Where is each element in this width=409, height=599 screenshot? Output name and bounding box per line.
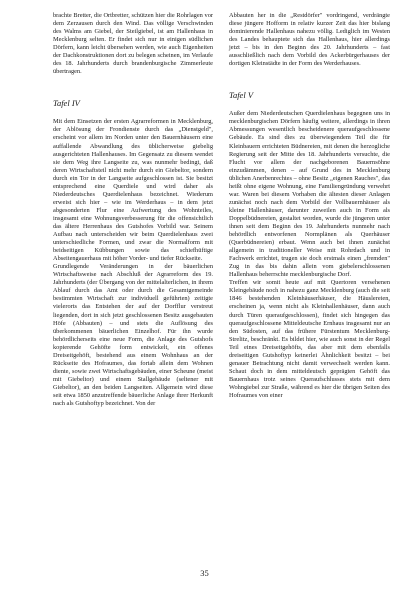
tafel-v-paragraph-2: Treffen wir somit heute auf mit Quertoren versehenen Kleingebäude noch in nahezu ganz Mecklenburg (auch die seit 1846 bestehenden Kleinhäuserhäuser, die Häuslereien, erscheinen ja, wenn nicht als Kleinhallenhäuser, dann auch durch Türen queraufgeschlossen), findet sich hingegen das queraufgeschlossene Mitteldeutsche Ernhaus insgesamt nur an den Südosten, auf das frühere Fürstentum Mecklenburg-Strelitz, beschränkt. Es bildet hier, wie auch sonst in der Regel Teil eines Dreiseitgehöfts, das aber mit dem ebenfalls dreiseitigen Gutshoftyp keinerlei Ähnlichkeit besitzt – bei genauer Betrachtung nicht damit verwechselt werden kann. Schaut doch in dem mitteldeutsch geprägten Gehöft das Bauernhaus trotz seines Queraufschlusses stets mit dem Wohngiebel zur Straße, während es hier die übrigen Seiten des Hofraumes von einer bbox=[229, 279, 390, 399]
tafel-iv-paragraph-2: Grundlegende Veränderungen in der bäuerlichen Wirtschaftsweise nach Abschluß der Agrarreform des 19. Jahrhunderts (der Übergang von der mittelalterlichen, in ihrem Ablauf durch das Amt oder durch die Gesamtgemeinde bestimmten Wirtschaft zur individuell geführten) zeitigte vielerorts das Entstehen der auf der Dorfflur verstreut liegenden, dort in sich jetzt geschlossenen Besitz ausgebauten Höfe (Abbauten) – und stets die Auflösung des überkommenen bäuerlichen Einzelhof. Für ihn wurde behördlicherseits eine neue Form, die Anlage des Gutshofs kopierende Gehöfte form entwickelt, ein offenes Dreiseitgehöft, bestehend aus einem Wohnhaus an der Rückseite des Hofraumes, das fortab allein dem Wohnen diente, sowie zwei Wirtschaftsgebäuden, einer Scheune (meist mit Giebeltor) und einem Stallgebäude (seltener mit Giebeltor), an den beiden Langseiten. Allgemein wird diese seit etwa 1850 anzutreffende bäuerliche Anlage ihrer Herkunft nach als Gutshoftyp bezeichnet. Von der bbox=[53, 263, 213, 408]
left-intro-paragraph: brachte Bretter, die Ortbretter, schützen hier die Rohrlagen vor dem Zerzausen durch den Wind. Das völlige Verschwinden des Walms am Giebel, der Steilgiebel, ist am Hallenhaus in Mecklenburg selten. Er findet sich nur in einigen südlichen Dörfern, kann leicht übersehen werden, wie auch Eigenheiten der Dachkonstruktionen dort zu belegen scheinen, im Verlaufe des 18. Jahrhunderts durch brandenburgische Zimmerleute übertragen. bbox=[53, 12, 213, 76]
tafel-iv-paragraph-1: Mit dem Einsetzen der ersten Agrarreformen in Mecklenburg, der Ablösung der Frondienste durch das „Dienstgeld", erscheint vor allem im Norden unter den Bauernhäusern eine auffallende Abwandlung des üblicherweise giebelig ausgerichteten Hallenhauses. Im Gegensatz zu diesem wendet sie dem Weg ihre Langseite zu, was nunmehr bedingt, daß deren Wirtschaftsteil nicht mehr durch ein Giebeltor, sondern durch ein Tor in der Langseite aufgeschlossen ist. Sie besitzt entsprechend eine Querdiele und wird daher als Niederdeutsches Querdielenhaus bezeichnet. Wiederum erweist sich hier – wie im Werderhaus – in dem jetzt abgesonderten Flur eine Aufwertung des Wohnteiles, insgesamt eine Wohnungsverbesserung für die offensichtlich das ältere Herrenhaus des Gutshofes Vorbild war. Seinem Aufbau nach unterscheiden wir beim Querdielenhaus zwei unterschiedliche Formen, und zwar die Normalform mit beidseitigen Kübbungen sowie das schiefhüftige Abseitengauerhaus mit höher Vorder- und tiefer Rückseite. bbox=[53, 118, 213, 263]
tafel-v-heading: Tafel V bbox=[229, 90, 254, 101]
tafel-iv-heading: Tafel IV bbox=[53, 98, 80, 109]
page-number: 35 bbox=[200, 568, 209, 578]
left-column bbox=[53, 12, 213, 408]
tafel-v-paragraph-1: Außer dem Niederdeutschen Querdielenhaus begegnen uns in mecklenburgischen Dörfern häufig weitere, allerdings in ihren Abmessungen wesentlich bescheidenere queraufgeschlossene Gebäude. Es sind dies zu überwiegendem Teil die für Kleinbauern errichteten Büdnereien, mit denen die herzogliche Regierung seit der Mitte des 18. Jahrhunderts versuchte, die Flucht vor allem der nachgeborenen Bauernsöhne einzudämmen, denen – auf Grund des in Mecklenburg üblichen Anerbenrechtes – ohne Besitz „eigenen Rauches", das heißt ohne eigene Wohnung, eine Familiengründung verwehrt war. Waren bei diesem Vorhaben die ältesten dieser Anlagen zunächst noch nach dem Vorbild der Vollbauernhäuser als kleine Hallenhäuser, darunter zuweilen auch in Form als Doppelbüdnereien, gestaltet worden, wurde die jüngeren unter ihnen seit dem Beginn des 19. Jahrhunderts nunmehr nach behördlich entworfenen Normplänen als Querhäuser (Querbüdnereien) erbaut. Wenn auch bei ihnen zunächst allgemein in traditioneller Weise mit Rohrdach und in Fachwerk errichtet, trugen sie doch erstmals einen „fremden" Zug in das bis dahin allein vom giebelerschlossenen Hallenhaus beherrschte mecklenburgische Dorf. bbox=[229, 110, 390, 279]
right-intro-paragraph: Abbauten her in die „Restdörfer" vordringend, verdrängte diese jüngere Hofform in relativ kurzer Zeit das hier bislang dominierende Hallenhaus nahezu völlig. Lediglich im Westen des Landes behauptete sich das Hallenhaus, hier allerdings jetzt – bis in den Beginn des 20. Jahrhunderts – fast ausschließlich nach dem Vorbild des Ackerbürgerhauses der dortigen Kleinstädte in der Form des Werderhauses. bbox=[229, 12, 390, 68]
right-column bbox=[229, 12, 390, 400]
